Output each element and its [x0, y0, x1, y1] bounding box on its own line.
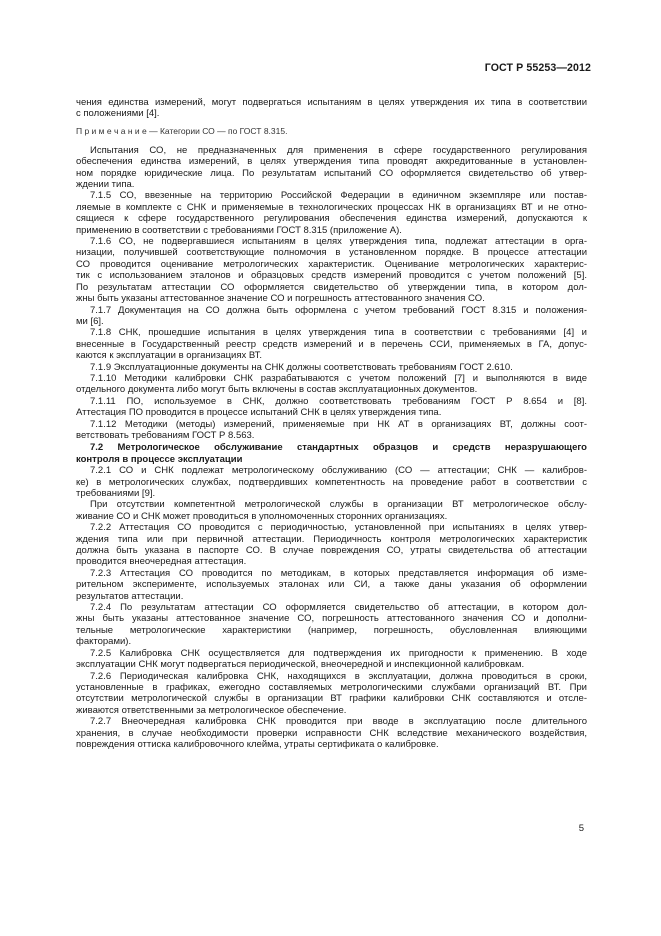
text-paragraph	[76, 190, 587, 236]
text-paragraph	[76, 716, 587, 750]
text-line: чения единства измерений, могут подвергаться испытаниям в целях утверждения их типа в соответствии	[76, 97, 587, 108]
text-line: ждения типа или при первичной аттестации. Периодичность контроля метрологических характеристик	[76, 533, 587, 545]
text-paragraph	[76, 396, 587, 419]
text-paragraph	[76, 236, 587, 304]
text-line: применению в соответствии с требованиями ГОСТ 8.315 (приложение А).	[76, 224, 402, 236]
text-line: 7.1.6 СО, не подвергавшиеся испытаниям в целях утверждения типа, подлежат аттестации в орга-	[90, 236, 587, 248]
text-line: При отсутствии компетентной метрологической службы в организации ВТ метрологическое обслу-	[90, 499, 587, 511]
text-line: хранения, в случае необходимости проверки исправности СНК вследствие механического воздействия,	[76, 727, 587, 739]
text-line: повреждения оттиска калибровочного клейма, утраты сертификата о калибровке.	[76, 738, 439, 750]
text-line: 7.2.6 Периодическая калибровка СНК, находящихся в эксплуатации, должна проводиться в сроки,	[90, 670, 587, 682]
text-paragraph	[76, 568, 587, 602]
text-line: ляемые в комплекте с СНК и применяемые в технологических процессах НК в организациях ВТ и не отно-	[76, 201, 587, 213]
text-paragraph	[76, 327, 587, 361]
text-line: живание СО и СНК может проводиться в уполномоченных сторонних организациях.	[76, 510, 448, 522]
text-line: 7.1.5 СО, ввезенные на территорию Российской Федерации в единичном экземпляре или постав-	[90, 190, 587, 202]
text-paragraph	[76, 97, 587, 120]
text-line: отсутствии метрологической службы в организации ВТ графики калибровки СНК составляются и отсле-	[76, 693, 587, 705]
text-line: ждении типа.	[76, 179, 135, 191]
text-line: тик с использованием эталонов и образцовых средств измерений проводится с учетом положений [5].	[76, 270, 587, 282]
text-line: каются к эксплуатации в организациях ВТ.	[76, 350, 262, 362]
text-paragraph	[76, 362, 587, 373]
section-heading	[76, 442, 587, 465]
text-paragraph	[76, 602, 587, 648]
text-line: жны быть указаны аттестованное значение СО, погрешность аттестованного значения СО и дополни-	[76, 613, 587, 625]
text-paragraph	[76, 145, 587, 191]
text-line: Аттестация ПО проводится в процессе испытаний СНК в целях утверждения типа.	[76, 407, 442, 419]
text-line: сящиеся к сфере государственного регулирования обеспечения единства измерений, допускаются к	[76, 213, 587, 225]
text-line: контроля в процессе эксплуатации	[76, 453, 243, 465]
text-line: 7.2.2 Аттестация СО проводится с периодичностью, установленной при испытаниях в целях утвер-	[90, 522, 587, 534]
text-line: ветствовать требованиям ГОСТ Р 8.563.	[76, 429, 255, 441]
text-line: обеспечения единства измерений, в целях утверждения типа проводят аккредитованные в установлен-	[76, 156, 587, 168]
text-line: требованиями [9].	[76, 488, 156, 499]
text-line: 7.1.8 СНК, прошедшие испытания в целях утверждения типа в соответствии с требованиями [4] и	[90, 327, 587, 339]
text-line: жны быть указаны аттестованное значение СО и погрешность аттестованного значения СО.	[76, 293, 485, 305]
document-code-header: ГОСТ Р 55253—2012	[484, 62, 591, 74]
text-line: эксплуатации СНК могут подвергаться периодической, внеочередной и инспекционной калибровкам.	[76, 659, 525, 671]
text-line: ми [6].	[76, 315, 104, 327]
text-line: 7.2.7 Внеочередная калибровка СНК проводится при вводе в эксплуатацию после длительного	[90, 716, 587, 728]
text-line: тельные метрологические характеристики (например, погрешность, обусловленная влияющими	[76, 624, 587, 636]
text-line: 7.2.3 Аттестация СО проводится по методикам, в которых представляется информация об изме-	[90, 567, 587, 579]
text-line: СО проводится оценивание метрологических характеристик. Оценивание метрологических характерис-	[76, 258, 587, 270]
text-line: низации, получившей соответствующие полномочия в установленном порядке. В процессе аттестации	[76, 247, 587, 259]
text-line: внесенные в Государственный реестр средств измерений и в перечень ССИ, применяемых в ГА, допус-	[76, 338, 587, 350]
text-line: ном порядке юридические лица. По результатам испытаний СО оформляется свидетельство об утвер-	[76, 167, 587, 179]
note-paragraph	[76, 126, 587, 137]
text-line: 7.2.4 По результатам аттестации СО оформляется свидетельство об аттестации, в котором дол-	[90, 602, 587, 614]
text-line: По результатам аттестации СО оформляется свидетельство об утверждении типа, в котором дол-	[76, 281, 587, 293]
text-paragraph	[76, 373, 587, 396]
text-line: 7.2 Метрологическое обслуживание стандартных образцов и средств неразрушающего	[90, 442, 587, 454]
text-line: рительном эксперименте, используемых эталонах или СИ, а также даны указания об оформлении	[76, 579, 587, 591]
text-line: отдельного документа либо могут быть включены в состав эксплуатационных документов.	[76, 384, 478, 396]
page-number: 5	[578, 823, 584, 834]
text-paragraph	[76, 419, 587, 442]
text-line: 7.1.11 ПО, используемое в СНК, должно соответствовать требованиям ГОСТ Р 8.654 и [8].	[90, 395, 587, 407]
text-paragraph	[76, 522, 587, 568]
text-line: 7.2.5 Калибровка СНК осуществляется для подтверждения их пригодности к применению. В ходе	[90, 647, 587, 659]
text-paragraph	[76, 499, 587, 522]
text-paragraph	[76, 305, 587, 328]
text-line: П р и м е ч а н и е — Категории СО — по ГОСТ 8.315.	[76, 125, 288, 136]
text-line: проводится внеочередная аттестация.	[76, 556, 247, 568]
text-line: 7.1.7 Документация на СО должна быть оформлена с учетом требований ГОСТ 8.315 и положения-	[90, 304, 587, 316]
text-line: установленные в графиках, ежегодно составляемых метрологическими службами организаций ВТ. При	[76, 681, 587, 693]
text-line: факторами).	[76, 636, 132, 648]
text-paragraph	[76, 648, 587, 671]
text-line: Испытания СО, не предназначенных для применения в сфере государственного регулирования	[90, 144, 587, 156]
text-line: с положениями [4].	[76, 108, 160, 120]
text-line: 7.1.9 Эксплуатационные документы на СНК должны соответствовать требованиям ГОСТ 2.610.	[90, 361, 513, 373]
text-line: 7.1.12 Методики (методы) измерений, применяемые при НК АТ в организациях ВТ, должны соот-	[90, 418, 587, 430]
text-line: живаются ответственными за метрологическое обеспечение.	[76, 704, 347, 716]
text-line: должна быть указана в паспорте СО. В случае повреждения СО, утраты свидетельства об аттестации	[76, 545, 587, 557]
text-line: 7.1.10 Методики калибровки СНК разрабатываются с учетом положений [7] и выполняются в виде	[90, 372, 587, 384]
text-line: ке) в метрологических службах, подтвердивших компетентность на проведение работ в соответствии с	[76, 476, 587, 488]
text-line: результатов аттестации.	[76, 590, 184, 602]
text-paragraph	[76, 465, 587, 499]
text-paragraph	[76, 671, 587, 717]
document-body	[76, 97, 587, 750]
text-line: 7.2.1 СО и СНК подлежат метрологическому обслуживанию (СО — аттестации; СНК — калибров-	[90, 465, 587, 477]
